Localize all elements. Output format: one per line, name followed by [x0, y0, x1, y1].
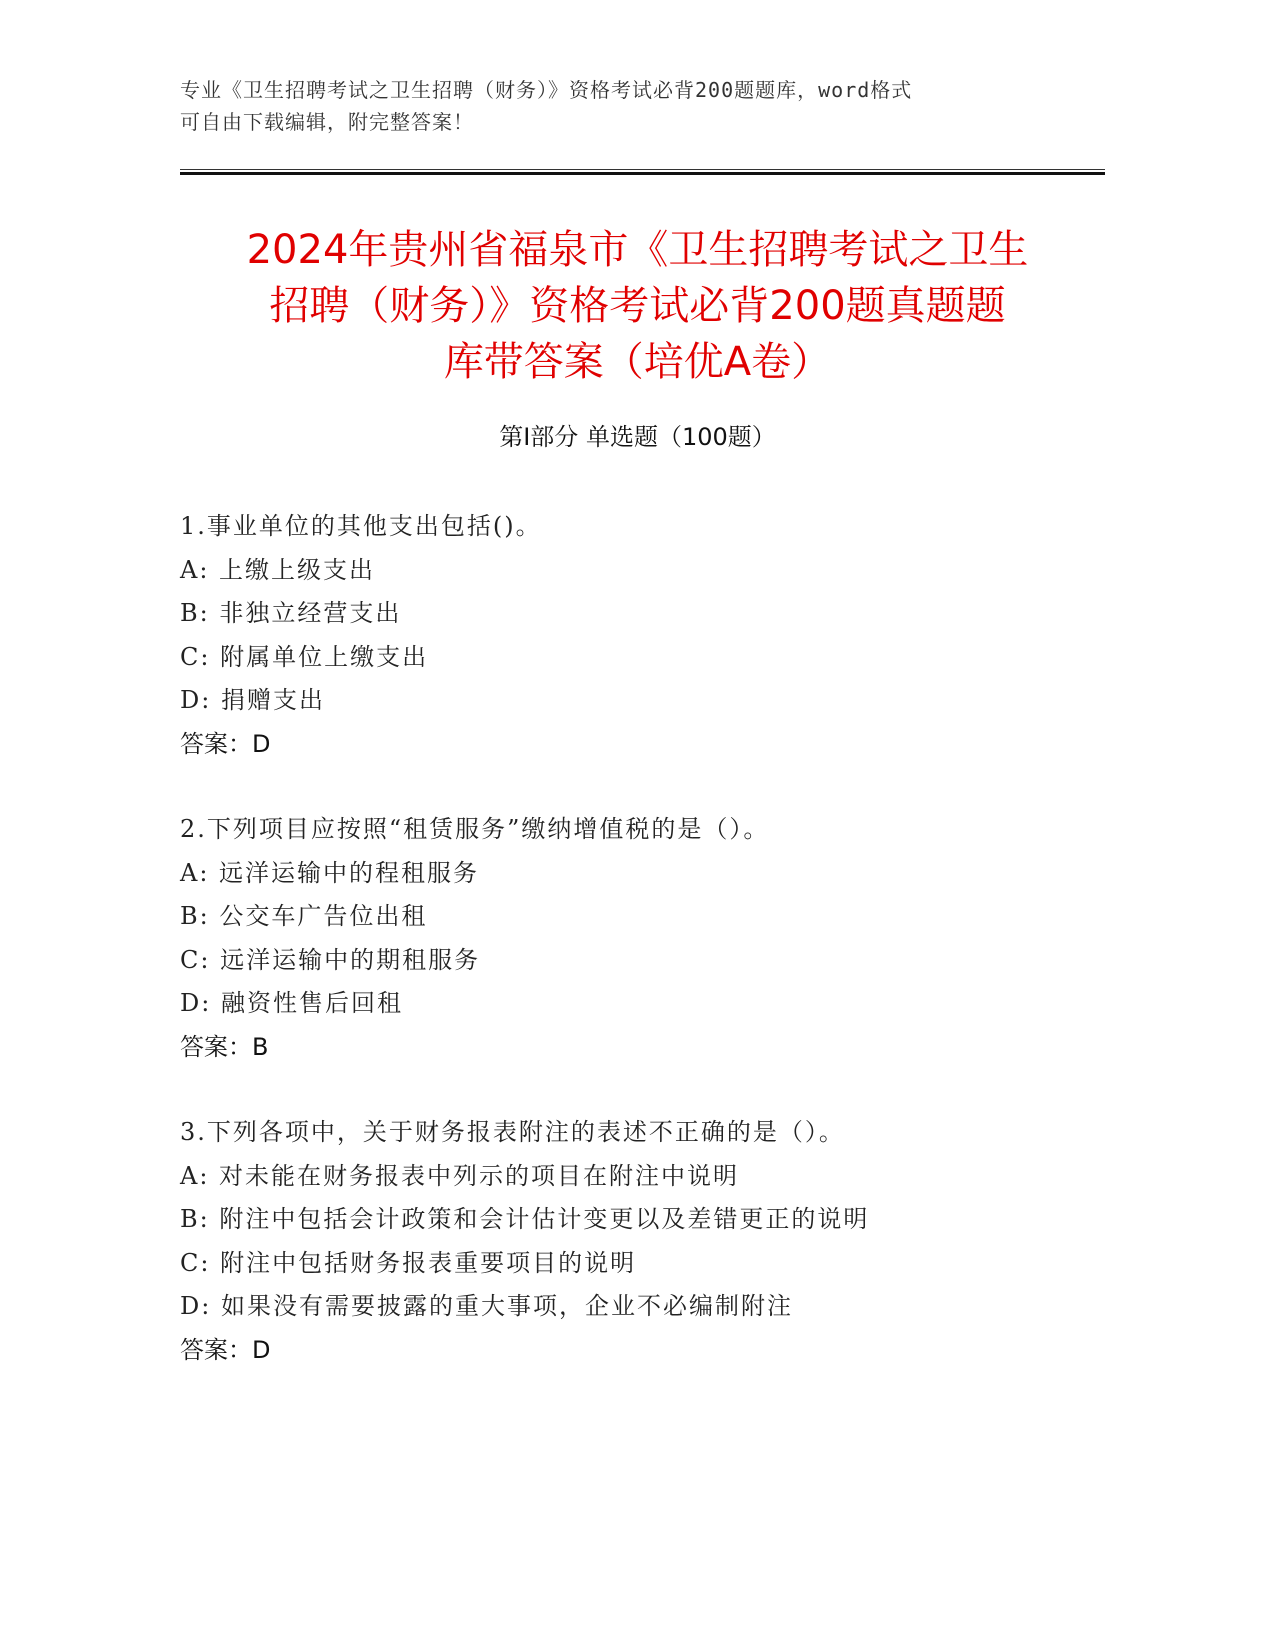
question-list [180, 505, 1110, 1414]
question-2 [180, 808, 1110, 1069]
option-a: A: 对未能在财务报表中列示的项目在附注中说明 [180, 1161, 740, 1190]
header-note [180, 74, 1030, 138]
option-c: C: 远洋运输中的期租服务 [180, 945, 481, 974]
answer: 答案：D [180, 729, 271, 758]
section-heading: 第I部分 单选题（100题） [499, 423, 776, 451]
answer: 答案：B [180, 1032, 269, 1061]
header-note-line-2: 可自由下载编辑，附完整答案！ [180, 110, 474, 134]
question-stem: 3.下列各项中，关于财务报表附注的表述不正确的是（）。 [180, 1118, 845, 1146]
option-a: A: 上缴上级支出 [180, 555, 376, 584]
document-title [170, 222, 1105, 390]
option-d: D: 融资性售后回租 [180, 989, 403, 1017]
header-note-line-1: 专业《卫生招聘考试之卫生招聘（财务）》资格考试必背200题题库，word格式 [180, 78, 913, 102]
option-b: B: 附注中包括会计政策和会计估计变更以及差错更正的说明 [180, 1205, 870, 1233]
question-1 [180, 505, 1110, 766]
option-b: B: 公交车广告位出租 [180, 902, 428, 930]
option-a: A: 远洋运输中的程租服务 [180, 858, 480, 887]
header-divider-thick [180, 172, 1105, 175]
title-line-1: 2024年贵州省福泉市《卫生招聘考试之卫生 [246, 227, 1029, 273]
option-b: B: 非独立经营支出 [180, 599, 402, 627]
title-line-3: 库带答案（培优A卷） [443, 339, 832, 385]
header-divider-thin [180, 169, 1105, 170]
question-stem: 2.下列项目应按照“租赁服务”缴纳增值税的是（）。 [180, 815, 770, 843]
option-c: C: 附注中包括财务报表重要项目的说明 [180, 1248, 637, 1277]
answer: 答案：D [180, 1335, 271, 1364]
option-c: C: 附属单位上缴支出 [180, 642, 429, 671]
option-d: D: 如果没有需要披露的重大事项，企业不必编制附注 [180, 1292, 793, 1320]
option-d: D: 捐赠支出 [180, 686, 325, 714]
question-stem: 1.事业单位的其他支出包括()。 [180, 512, 542, 540]
question-3 [180, 1111, 1110, 1372]
title-line-2: 招聘（财务）》资格考试必背200题真题题 [269, 283, 1006, 329]
